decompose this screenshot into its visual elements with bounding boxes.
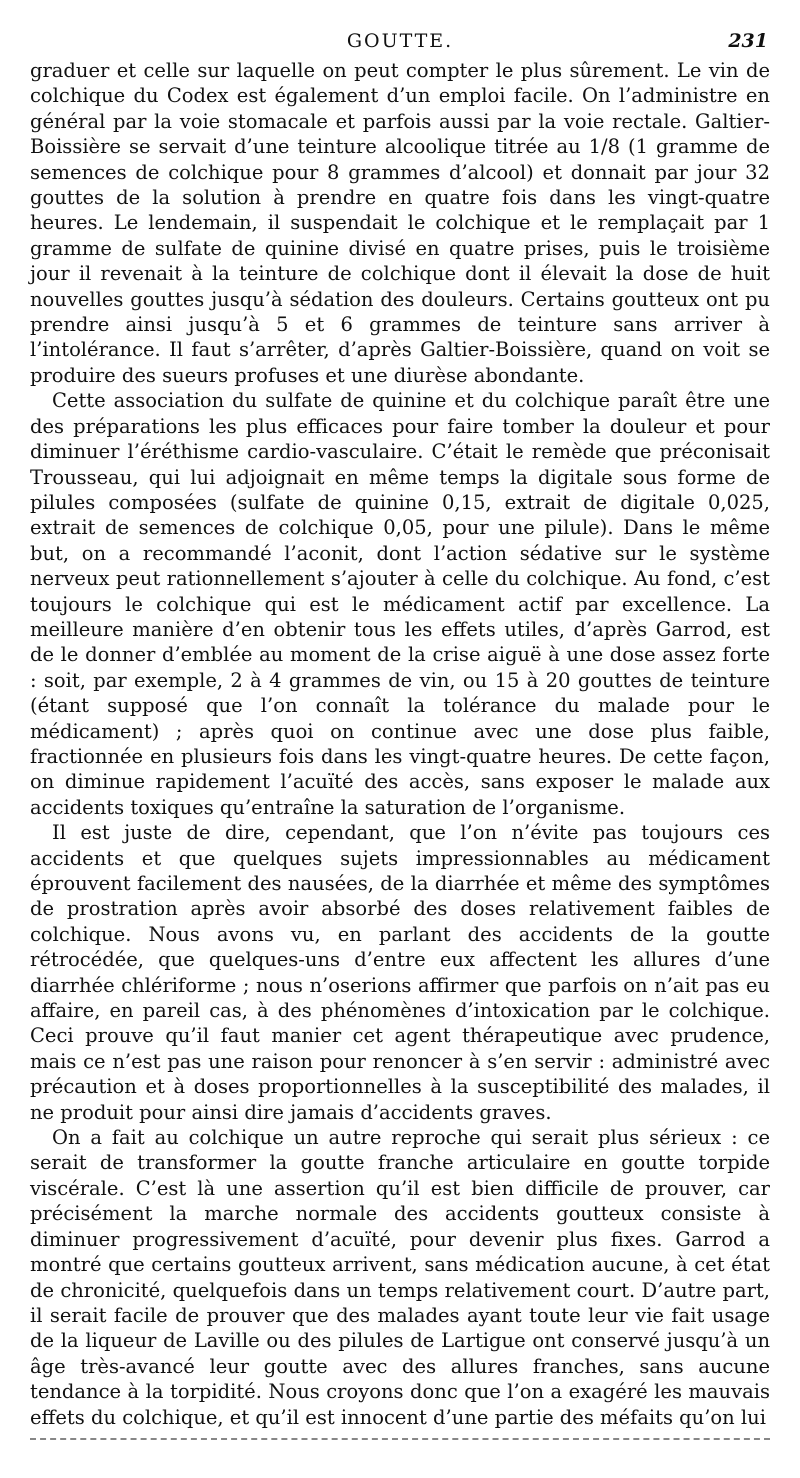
running-head <box>30 22 770 58</box>
running-title: GOUTTE. <box>346 30 454 52</box>
paragraph-continuation: graduer et celle sur laquelle on peut compter le plus sûrement. Le vin de colchique du Codex est également d’un emploi facile. On l’administre en général par la voie stomacale et parfois aussi par la voie rectale. Galtier-Boissière se servait d’une teinture alcoolique titrée au 1/8 (1 gramme de semences de colchique pour 8 grammes d’alcool) et donnait par jour 32 gouttes de la solution à prendre en quatre fois dans les vingt-quatre heures. Le lendemain, il suspendait le colchique et le remplaçait par 1 gramme de sulfate de quinine divisé en quatre prises, puis le troisième jour il revenait à la teinture de colchique dont il élevait la dose de huit nouvelles gouttes jusqu’à sédation des douleurs. Certains goutteux ont pu prendre ainsi jusqu’à 5 et 6 grammes de teinture sans arriver à l’intolérance. Il faut s’arrêter, d’après Galtier-Boissière, quand on voit se produire des sueurs profuses et une diurèse abondante. <box>30 59 770 387</box>
page-number: 231 <box>728 30 768 52</box>
paragraph-quinine-association: Cette association du sulfate de quinine et du colchique paraît être une des préparations les plus efficaces pour faire tomber la douleur et pour diminuer l’éréthisme cardio-vasculaire. C’était le remède que préconisait Trousseau, qui lui adjoignait en même temps la digitale sous forme de pilules composées (sulfate de quinine 0,15, extrait de digitale 0,025, extrait de semences de colchique 0,05, pour une pilule). Dans le même but, on a recommandé l’aconit, dont l’action sédative sur le système nerveux peut rationnellement s’ajouter à celle du colchique. Au fond, c’est toujours le colchique qui est le médicament actif par excellence. La meilleure manière d’en obtenir tous les effets utiles, d’après Garrod, est de le donner d’emblée au moment de la crise aiguë à une dose assez forte : soit, par exemple, 2 à 4 grammes de vin, ou 15 à 20 gouttes de teinture (étant supposé que l’on connaît la tolérance du malade pour le médicament) ; après quoi on continue avec une dose plus faible, fractionnée en plusieurs fois dans les vingt-quatre heures. De cette façon, on diminue rapidement l’acuïté des accès, sans exposer le malade aux accidents toxiques qu’entraîne la saturation de l’organisme. <box>30 389 770 819</box>
page-bottom-rule <box>30 1438 770 1440</box>
paragraph-toxic-accidents: Il est juste de dire, cependant, que l’on n’évite pas toujours ces accidents et que quelques sujets impressionnables au médicament éprouvent facilement des nausées, de la diarrhée et même des symptômes de prostration après avoir absorbé des doses relativement faibles de colchique. Nous avons vu, en parlant des accidents de la goutte rétrocédée, que quelques-uns d’entre eux affectent les allures d’une diarrhée chlériforme ; nous n’oserions affirmer que parfois on n’ait pas eu affaire, en pareil cas, à des phénomènes d’intoxication par le colchique. Ceci prouve qu’il faut manier cet agent thérapeutique avec prudence, mais ce n’est pas une raison pour renoncer à s’en servir : administré avec précaution et à doses proportionnelles à la susceptibilité des malades, il ne produit pour ainsi dire jamais d’accidents graves. <box>30 821 770 1124</box>
book-page <box>30 22 770 1430</box>
paragraph-torpid-gout: On a fait au colchique un autre reproche qui serait plus sérieux : ce serait de transformer la goutte franche articulaire en goutte torpide viscérale. C’est là une assertion qu’il est bien difficile de prouver, car précisément la marche normale des accidents goutteux consiste à diminuer progressivement d’acuïté, pour devenir plus fixes. Garrod a montré que certains goutteux arrivent, sans médication aucune, à cet état de chronicité, quelquefois dans un temps relativement court. D’autre part, il serait facile de prouver que des malades ayant toute leur vie fait usage de la liqueur de Laville ou des pilules de Lartigue ont conservé jusqu’à un âge très-avancé leur goutte avec des allures franches, sans aucune tendance à la torpidité. Nous croyons donc que l’on a exagéré les mauvais effets du colchique, et qu’il est innocent d’une partie des méfaits qu’on lui <box>30 1126 770 1429</box>
body-text <box>30 58 770 1430</box>
